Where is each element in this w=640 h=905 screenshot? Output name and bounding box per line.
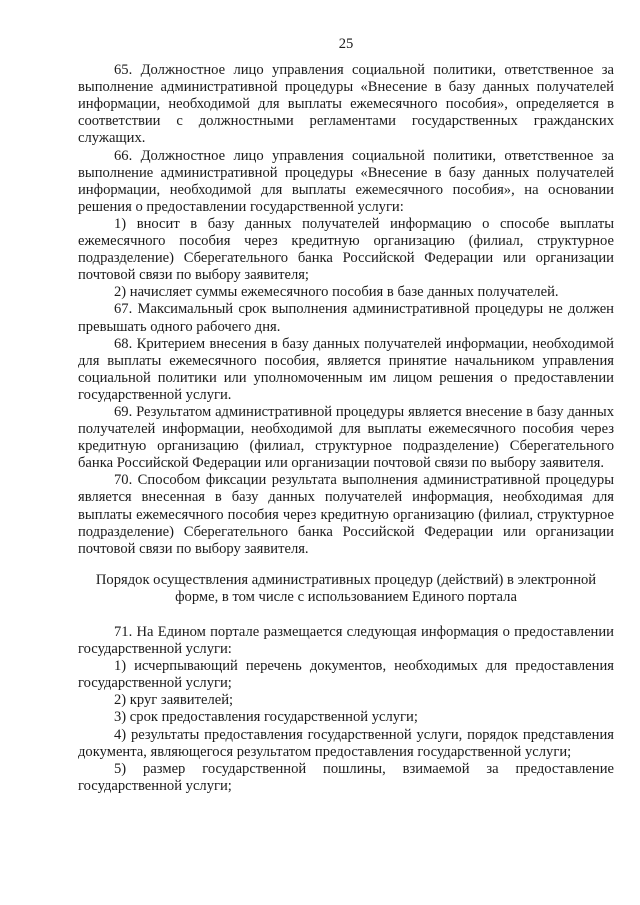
paragraph-66-item-2: 2) начисляет суммы ежемесячного пособия в базе данных получателей. bbox=[114, 284, 559, 301]
paragraph-68: 68. Критерием внесения в базу данных получателей информации, необходимой для выплаты ежемесячного пособия, является принятие начальником управления социальной политики или уполномоченным им лицом решения о предоставлении государственной услуги. bbox=[78, 335, 614, 403]
paragraph-67: 67. Максимальный срок выполнения административной процедуры не должен превышать одного рабочего дня. bbox=[78, 301, 614, 335]
paragraph-71-item-1: 1) исчерпывающий перечень документов, необходимых для предоставления государственной услуги; bbox=[78, 658, 614, 692]
paragraph-71-item-3: 3) срок предоставления государственной услуги; bbox=[114, 709, 418, 726]
paragraph-71-item-2: 2) круг заявителей; bbox=[114, 692, 234, 709]
page-number: 25 bbox=[338, 36, 354, 52]
paragraph-69: 69. Результатом административной процедуры является внесение в базу данных получателей информации, необходимой для выплаты ежемесячного пособия через кредитную организацию (филиал, структурное подразделение) Сберегательного банка Российской Федерации или организации почтовой связи по выбору заявителя. bbox=[78, 403, 614, 472]
paragraph-66-item-1: 1) вносит в базу данных получателей информацию о способе выплаты ежемесячного пособия через кредитную организацию (филиал, структурное подразделение) Сберегательного банка Российской Федерации или организации почтовой связи по выбору заявителя; bbox=[78, 215, 614, 284]
spacer bbox=[78, 606, 614, 624]
paragraph-70: 70. Способом фиксации результата выполнения административной процедуры является внесенная в базу данных получателей информация, необходимая для выплаты ежемесячного пособия через кредитную организацию (филиал, структурное подразделение) Сберегательного банка Российской Федерации или организации почтовой связи по выбору заявителя. bbox=[78, 472, 614, 557]
section-text-top bbox=[78, 62, 614, 558]
section-heading: Порядок осуществления административных процедур (действий) в электронной форме, в том числе с использованием Единого портала bbox=[95, 571, 597, 605]
paragraph-71: 71. На Едином портале размещается следующая информация о предоставлении государственной услуги: bbox=[78, 624, 614, 658]
paragraph-71-item-5: 5) размер государственной пошлины, взимаемой за предоставление государственной услуги; bbox=[78, 760, 614, 794]
paragraph-66: 66. Должностное лицо управления социальной политики, ответственное за выполнение административной процедуры «Внесение в базу данных получателей информации, необходимой для выплаты ежемесячного пособия», на основании решения о предоставлении государственной услуги: bbox=[78, 147, 614, 215]
paragraph-65: 65. Должностное лицо управления социальной политики, ответственное за выполнение административной процедуры «Внесение в базу данных получателей информации, необходимой для выплаты ежемесячного пособия», определяется в соответствии с должностными регламентами государственных гражданских служащих. bbox=[78, 62, 614, 147]
paragraph-71-item-4: 4) результаты предоставления государственной услуги, порядок представления документа, являющегося результатом предоставления государственной услуги; bbox=[78, 726, 614, 760]
spacer bbox=[78, 558, 614, 572]
section-text-bottom bbox=[78, 624, 614, 795]
